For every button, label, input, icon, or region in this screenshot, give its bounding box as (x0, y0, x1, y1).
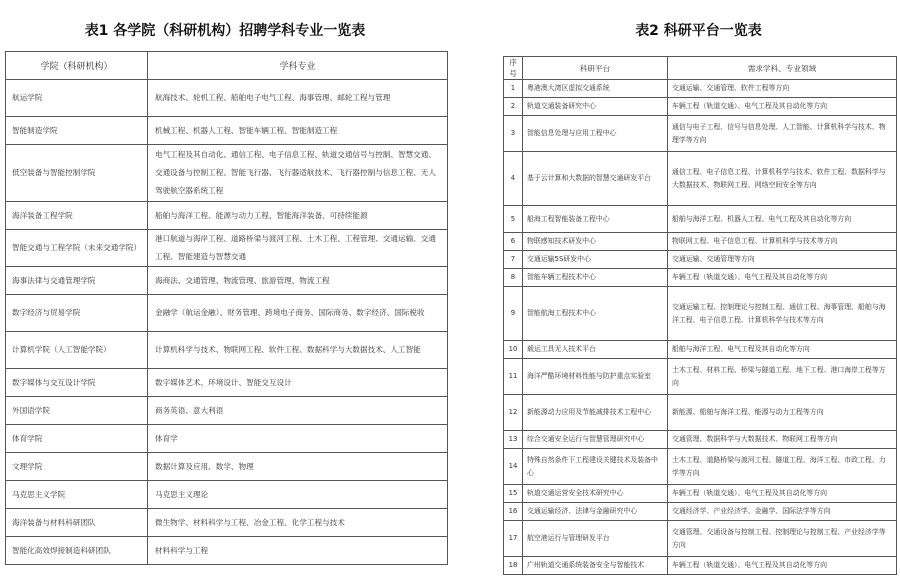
table1-header-row (6, 52, 448, 80)
college-cell: 计算机学院（人工智能学院） (6, 332, 148, 369)
fields-cell: 物联网工程、电子信息工程、计算机科学与技术等方向 (668, 233, 897, 251)
majors-cell: 船舶与海洋工程、能源与动力工程、智能海洋装备、可持续能源 (148, 202, 448, 230)
table-row (504, 521, 897, 557)
table2-title: 表2 科研平台一览表 (635, 23, 762, 39)
table-row (6, 509, 448, 537)
row-number-cell: 16 (504, 503, 523, 521)
row-number-cell: 2 (504, 98, 523, 116)
table-row (504, 80, 897, 98)
row-number-cell: 1 (504, 80, 523, 98)
table-row (504, 395, 897, 431)
majors-cell: 体育学 (148, 425, 448, 453)
majors-cell: 金融学（航运金融）、财务管理、跨境电子商务、国际商务、数字经济、国际税收 (148, 295, 448, 332)
table-row (6, 295, 448, 332)
fields-cell: 交通运输工程、控制理论与控制工程、通信工程、海事管理、船舶与海洋工程、电子信息工程、计算机科学与技术等方向 (668, 287, 897, 341)
table-row (504, 152, 897, 206)
table-row (504, 341, 897, 359)
table-row (504, 251, 897, 269)
college-cell: 数字经济与贸易学院 (6, 295, 148, 332)
platform-cell: 海洋严酷环境材料性能与防护重点实验室 (523, 359, 668, 395)
row-number-cell: 12 (504, 395, 523, 431)
row-number-cell: 3 (504, 116, 523, 152)
college-cell: 航运学院 (6, 80, 148, 117)
fields-cell: 土木工程、材料工程、桥梁与隧道工程、地下工程、港口海岸工程等方向 (668, 359, 897, 395)
platform-cell: 交通运输经济、法律与金融研究中心 (523, 503, 668, 521)
row-number-cell: 6 (504, 233, 523, 251)
platform-cell: 轨道交通运营安全技术研究中心 (523, 485, 668, 503)
table-row (6, 332, 448, 369)
platform-cell: 航空港运行与管理研发平台 (523, 521, 668, 557)
majors-cell: 机械工程、机器人工程、智能车辆工程、智能制造工程 (148, 117, 448, 145)
platform-cell: 交通运输5S研发中心 (523, 251, 668, 269)
table2-header-platform: 科研平台 (523, 57, 668, 80)
row-number-cell: 11 (504, 359, 523, 395)
fields-cell: 交通经济学、产业经济学、金融学、国际法学等方向 (668, 503, 897, 521)
table2-header-no: 序号 (504, 57, 523, 80)
college-cell: 马克思主义学院 (6, 481, 148, 509)
college-cell: 低空装备与智能控制学院 (6, 145, 148, 202)
table-row (504, 98, 897, 116)
table-row (6, 369, 448, 397)
row-number-cell: 18 (504, 557, 523, 575)
table-row (6, 481, 448, 509)
college-cell: 文理学院 (6, 453, 148, 481)
table-row (504, 557, 897, 575)
row-number-cell: 8 (504, 269, 523, 287)
table2-header-fields: 需求学科、专业领域 (668, 57, 897, 80)
row-number-cell: 10 (504, 341, 523, 359)
row-number-cell: 13 (504, 431, 523, 449)
college-cell: 数字媒体与交互设计学院 (6, 369, 148, 397)
platform-cell: 智能航海工程技术中心 (523, 287, 668, 341)
college-cell: 体育学院 (6, 425, 148, 453)
table-row (6, 145, 448, 202)
table-row (6, 425, 448, 453)
majors-cell: 电气工程及其自动化、通信工程、电子信息工程、轨道交通信号与控制、智慧交通、交通设备与控制工程、智能飞行器、飞行器适航技术、飞行器控制与信息工程、无人驾驶航空器系统工程 (148, 145, 448, 202)
college-cell: 外国语学院 (6, 397, 148, 425)
table2-header-row (504, 57, 897, 80)
fields-cell: 交通管理、交通设备与控制工程、控制理论与控制工程、产业经济学等方向 (668, 521, 897, 557)
table1-title: 表1 各学院（科研机构）招聘学科专业一览表 (84, 23, 366, 39)
majors-cell: 航海技术、轮机工程、船舶电子电气工程、海事管理、邮轮工程与管理 (148, 80, 448, 117)
table-row (6, 397, 448, 425)
fields-cell: 交通运输、交通管理、软件工程等方向 (668, 80, 897, 98)
table-row (504, 485, 897, 503)
row-number-cell: 14 (504, 449, 523, 485)
platform-cell: 广州轨道交通系统装备安全与智能技术 (523, 557, 668, 575)
majors-cell: 计算机科学与技术、物联网工程、软件工程、数据科学与大数据技术、人工智能 (148, 332, 448, 369)
platform-cell: 载运工具无人技术平台 (523, 341, 668, 359)
fields-cell: 交通管理、数据科学与大数据技术、物联网工程等方向 (668, 431, 897, 449)
majors-cell: 港口航道与海岸工程、道路桥梁与渡河工程、土木工程、工程管理、交通运输、交通工程、智能建造与智慧交通 (148, 230, 448, 267)
platform-cell: 轨道交通装备研究中心 (523, 98, 668, 116)
table-row (504, 116, 897, 152)
fields-cell: 车辆工程（轨道交通）、电气工程及其自动化等方向 (668, 98, 897, 116)
row-number-cell: 15 (504, 485, 523, 503)
table-row (504, 359, 897, 395)
fields-cell: 车辆工程（轨道交通）、电气工程及其自动化等方向 (668, 269, 897, 287)
table-row (6, 230, 448, 267)
fields-cell: 船舶与海洋工程、电气工程及其自动化等方向 (668, 341, 897, 359)
fields-cell: 船舶与海洋工程、机器人工程、电气工程及其自动化等方向 (668, 206, 897, 233)
table-row (6, 202, 448, 230)
row-number-cell: 4 (504, 152, 523, 206)
majors-cell: 微生物学、材料科学与工程、冶金工程、化学工程与技术 (148, 509, 448, 537)
table-row (6, 80, 448, 117)
majors-cell: 马克思主义理论 (148, 481, 448, 509)
platform-cell: 智能信息处理与应用工程中心 (523, 116, 668, 152)
table1-header-majors: 学科专业 (148, 52, 448, 80)
fields-cell: 土木工程、道路桥梁与渡河工程、隧道工程、海洋工程、市政工程、力学等方向 (668, 449, 897, 485)
platform-cell: 特殊自然条件下工程建设关键技术及装备中心 (523, 449, 668, 485)
platform-cell: 新能源动力应用及节能减排技术工程中心 (523, 395, 668, 431)
table-row (6, 267, 448, 295)
row-number-cell: 5 (504, 206, 523, 233)
table-row (504, 431, 897, 449)
table1-header-college: 学院（科研机构） (6, 52, 148, 80)
table-row (504, 233, 897, 251)
row-number-cell: 17 (504, 521, 523, 557)
platform-cell: 智能车辆工程技术中心 (523, 269, 668, 287)
row-number-cell: 9 (504, 287, 523, 341)
platform-cell: 物联感知技术研发中心 (523, 233, 668, 251)
table-row (504, 206, 897, 233)
table-row (6, 537, 448, 565)
platform-cell: 综合交通安全运行与智慧管理研究中心 (523, 431, 668, 449)
table-row (6, 453, 448, 481)
fields-cell: 通信工程、电子信息工程、计算机科学与技术、软件工程、数据科学与大数据技术、物联网工程、网络空间安全等方向 (668, 152, 897, 206)
table-row (504, 269, 897, 287)
college-cell: 智能制造学院 (6, 117, 148, 145)
college-cell: 海洋装备与材料科研团队 (6, 509, 148, 537)
platform-cell: 粤港澳大湾区虚拟交通系统 (523, 80, 668, 98)
majors-cell: 材料科学与工程 (148, 537, 448, 565)
fields-cell: 车辆工程（轨道交通）、电气工程及其自动化等方向 (668, 557, 897, 575)
majors-cell: 数据计算及应用、数学、物理 (148, 453, 448, 481)
college-cell: 海事法律与交通管理学院 (6, 267, 148, 295)
majors-cell: 数字媒体艺术、环境设计、智能交互设计 (148, 369, 448, 397)
table-row (504, 449, 897, 485)
college-cell: 智能交通与工程学院（未来交通学院） (6, 230, 148, 267)
fields-cell: 车辆工程（轨道交通）、电气工程及其自动化等方向 (668, 485, 897, 503)
fields-cell: 通信与电子工程、信号与信息处理、人工智能、计算机科学与技术、物理学等方向 (668, 116, 897, 152)
fields-cell: 交通运输、交通管理等方向 (668, 251, 897, 269)
table-row (504, 287, 897, 341)
college-cell: 海洋装备工程学院 (6, 202, 148, 230)
college-cell: 智能化高效焊接制造科研团队 (6, 537, 148, 565)
table-row (504, 503, 897, 521)
platform-cell: 船海工程智能装备工程中心 (523, 206, 668, 233)
table1 (5, 51, 448, 565)
platform-cell: 基于云计算和大数据的智慧交通研发平台 (523, 152, 668, 206)
table-row (6, 117, 448, 145)
row-number-cell: 7 (504, 251, 523, 269)
fields-cell: 新能源、船舶与海洋工程、能源与动力工程等方向 (668, 395, 897, 431)
majors-cell: 商务英语、意大利语 (148, 397, 448, 425)
table2 (503, 56, 897, 575)
majors-cell: 海商法、交通管理、物流管理、旅游管理、物流工程 (148, 267, 448, 295)
